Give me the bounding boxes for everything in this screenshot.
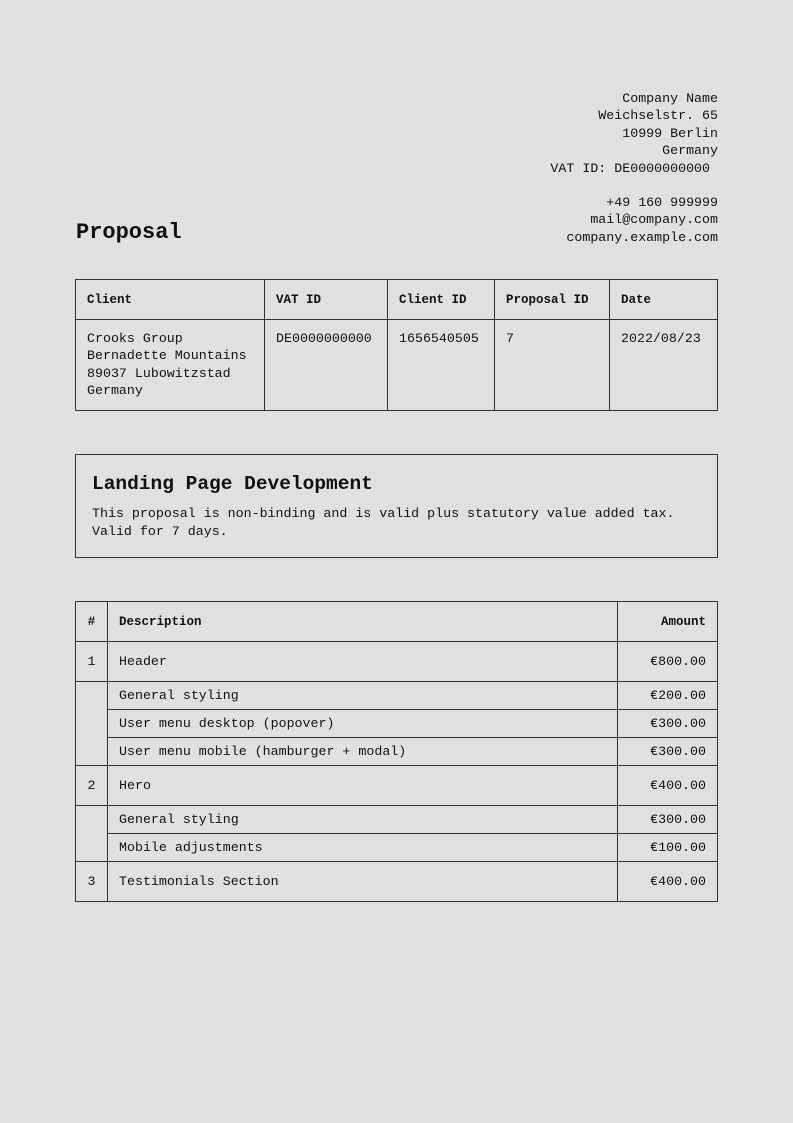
date-value: 2022/08/23 (610, 320, 718, 411)
table-row (76, 862, 718, 902)
header-description: Description (108, 602, 618, 642)
item-description: General styling (108, 682, 618, 710)
company-country: Germany (662, 143, 718, 159)
header-number: # (76, 602, 108, 642)
item-amount: €400.00 (618, 862, 718, 902)
table-row (76, 806, 718, 834)
item-number-empty (76, 806, 108, 862)
item-amount: €200.00 (618, 682, 718, 710)
project-title: Landing Page Development (92, 473, 373, 495)
vat-id-value: DE0000000000 (265, 320, 388, 411)
item-amount: €800.00 (618, 642, 718, 682)
table-row (76, 766, 718, 806)
header-vat-id: VAT ID (265, 280, 388, 320)
header-amount: Amount (618, 602, 718, 642)
document-title: Proposal (76, 220, 182, 245)
table-row (76, 682, 718, 710)
company-email: mail@company.com (590, 212, 718, 228)
company-website: company.example.com (566, 229, 718, 245)
table-row (76, 738, 718, 766)
item-amount: €400.00 (618, 766, 718, 806)
item-amount: €300.00 (618, 710, 718, 738)
client-name: Crooks Group (87, 331, 183, 346)
company-city: 10999 Berlin (622, 125, 718, 141)
project-note: This proposal is non-binding and is valid plus statutory value added tax. Valid for 7 days. (92, 506, 675, 539)
client-address (76, 320, 265, 411)
item-description: User menu mobile (hamburger + modal) (108, 738, 618, 766)
client-city: 89037 Lubowitzstad (87, 365, 231, 381)
client-id-value: 1656540505 (388, 320, 495, 411)
client-country: Germany (87, 383, 143, 399)
company-street: Weichselstr. 65 (598, 108, 718, 124)
header-client: Client (76, 280, 265, 320)
item-amount: €300.00 (618, 738, 718, 766)
client-street: Bernadette Mountains (87, 348, 247, 364)
item-description: Header (108, 642, 618, 682)
item-number-empty (76, 682, 108, 766)
client-info-table (75, 279, 718, 411)
company-address (550, 90, 718, 246)
header-proposal-id: Proposal ID (495, 280, 610, 320)
item-number: 3 (76, 862, 108, 902)
line-items-table (75, 601, 718, 902)
item-description: Hero (108, 766, 618, 806)
header-date: Date (610, 280, 718, 320)
item-amount: €300.00 (618, 806, 718, 834)
item-number: 2 (76, 766, 108, 806)
table-row (76, 834, 718, 862)
proposal-id-value: 7 (495, 320, 610, 411)
company-name: Company Name (622, 91, 718, 106)
item-description: General styling (108, 806, 618, 834)
header-client-id: Client ID (388, 280, 495, 320)
item-number: 1 (76, 642, 108, 682)
company-phone: +49 160 999999 (606, 195, 718, 211)
item-description: Mobile adjustments (108, 834, 618, 862)
project-summary (75, 454, 718, 558)
item-description: Testimonials Section (108, 862, 618, 902)
table-row (76, 642, 718, 682)
item-description: User menu desktop (popover) (108, 710, 618, 738)
company-vat: VAT ID: DE0000000000 (550, 160, 718, 176)
table-row (76, 710, 718, 738)
item-amount: €100.00 (618, 834, 718, 862)
